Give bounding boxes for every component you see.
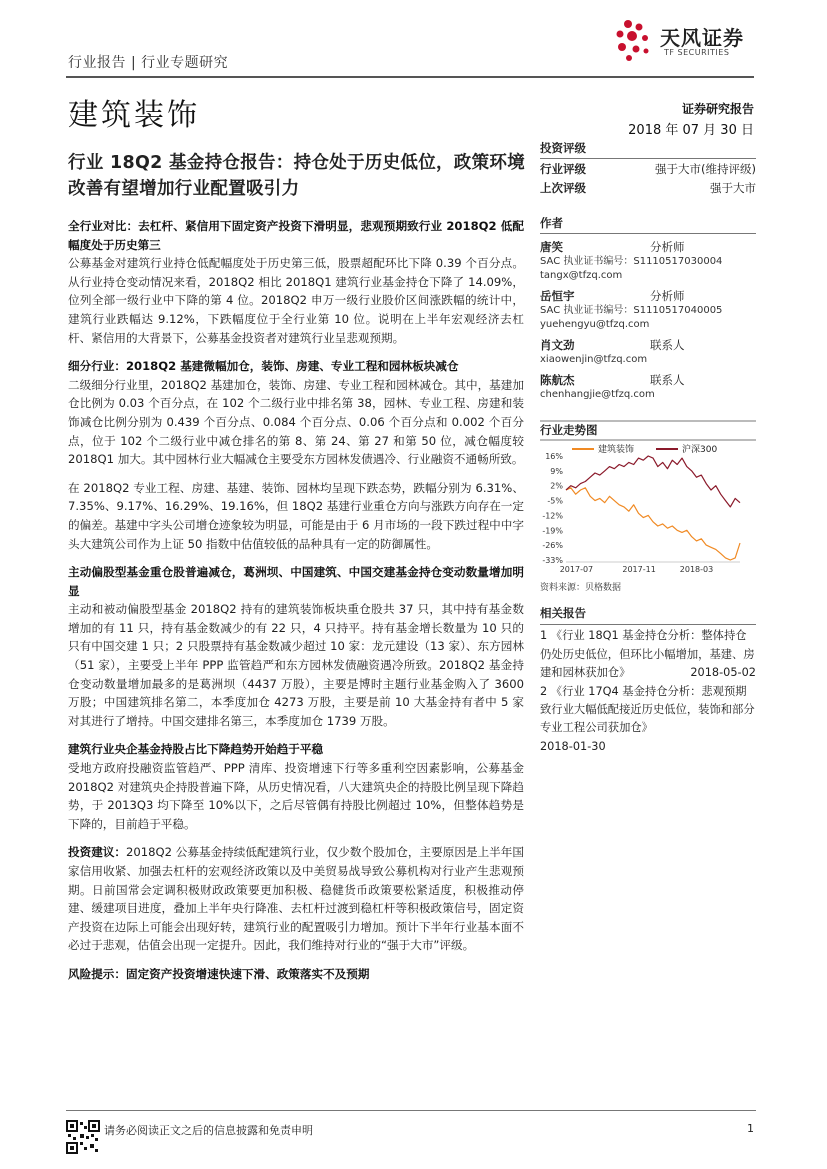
author-name — [540, 287, 756, 304]
rating-value: 强于大市(维持评级) — [655, 161, 756, 176]
related-item-date: 2018-01-30 — [540, 739, 606, 753]
author-role: 分析师 — [650, 288, 685, 303]
report-title: 行业 18Q2 基金持仓报告：持仓处于历史低位，政策环境改善有望增加行业配置吸引力 — [68, 153, 525, 199]
author-cert: SAC 执业证书编号：S1110517040005 — [540, 305, 723, 316]
risk-warning: 风险提示：固定资产投资增速快速下滑、政策落实不及预期 — [68, 966, 370, 981]
y-tick-label: -12% — [542, 511, 563, 521]
sidebar — [540, 140, 756, 402]
author-name-text: 肖文劲 — [540, 337, 575, 352]
section-heading: 投资建议： — [68, 845, 127, 860]
x-tick-label: 2018-03 — [679, 565, 714, 574]
y-tick-label: 9% — [550, 466, 563, 476]
section-soe-holdings — [68, 740, 524, 833]
author-role: 联系人 — [650, 337, 685, 352]
industry-title: 建筑装饰 — [68, 98, 200, 133]
section-subindustry-decline — [68, 479, 524, 553]
trend-chart — [540, 420, 756, 604]
related-item-date: 2018-05-02 — [690, 666, 756, 680]
author-email[interactable]: tangx@tfzq.com — [540, 270, 623, 281]
related-label: 相关报告 — [540, 604, 756, 625]
author-xiaowenjin — [540, 336, 756, 367]
rating-key: 行业评级 — [540, 161, 586, 176]
y-tick-label: -26% — [542, 541, 563, 551]
chart-title: 行业走势图 — [540, 423, 598, 437]
author-name — [540, 238, 756, 255]
header-divider — [66, 76, 754, 78]
disclaimer-note: 请务必阅读正文之后的信息披露和免责申明 — [104, 1124, 313, 1137]
section-heading: 主动偏股型基金重仓股普遍减仓，葛洲坝、中国建筑、中国交建基金持仓变动数量增加明显 — [68, 565, 524, 598]
chart-source: 资料来源：贝格数据 — [540, 583, 622, 593]
section-heading: 全行业对比：去杠杆、紧信用下固定资产投资下滑明显，悲观预期致行业 2018Q2 低配幅度处于历史第三 — [68, 219, 524, 252]
y-tick-label: -33% — [542, 556, 563, 565]
section-body-text: 2018Q2 公募基金持续低配建筑行业，仅少数个股加仓，主要原因是上半年国家信用收紧、加强去杠杆的宏观经济政策以及中美贸易战导致公募机构对行业产生悲观预期。日前国常会定调积极财政政策要更加积极、稳健货币政策要松紧适度，积极推动停建、缓建项目进度，叠加上半年央行降准、去杠杆过渡到稳杠杆等积极政策信号，固定资产投资在边际上可能会出现好转，建筑行业的配置吸引力增加。预计下半年行业基本面不必过于悲观，估值会出现一定提升。因此，我们维持对行业的“强于大市”评级。 — [68, 845, 524, 953]
author-yuehengyu — [540, 287, 756, 332]
section-body — [68, 843, 524, 955]
report-date: 2018 年 07 月 30 日 — [628, 123, 754, 138]
section-subindustry — [68, 357, 524, 469]
x-tick-label: 2017-11 — [622, 565, 656, 574]
legend-label-1: 沪深300 — [682, 445, 718, 455]
y-tick-label: 16% — [545, 452, 563, 461]
y-tick-label: -19% — [542, 526, 563, 536]
rating-key: 上次评级 — [540, 180, 586, 195]
author-email[interactable]: xiaowenjin@tfzq.com — [540, 354, 648, 365]
author-role: 分析师 — [650, 239, 685, 254]
chart-series — [566, 456, 740, 560]
rating-row-previous — [540, 178, 756, 197]
author-tangxiao — [540, 238, 756, 283]
author-name-text: 陈航杰 — [540, 372, 575, 387]
author-email[interactable]: yuehengyu@tfzq.com — [540, 319, 650, 330]
y-tick-label: 2% — [550, 481, 563, 491]
section-overall — [68, 217, 524, 347]
related-item-text: 1 《行业 18Q1 基金持仓分析：整体持仓仍处历史低位，但环比小幅增加，基建、房建和园林获加仓》 — [540, 629, 755, 680]
series-line-1 — [566, 456, 740, 507]
related-item[interactable] — [540, 627, 756, 682]
author-role: 联系人 — [650, 372, 685, 387]
section-body: 二级细分行业里，2018Q2 基建加仓，装饰、房建、专业工程和园林减仓。其中，基建加仓比例为 0.03 个百分点，在 102 个二级行业中排名第 38，园林、专业工程、房建和装饰减仓比例分别为 0.439 个百分点、0.084 个百分点、0.06 个百分点和 0.002 个百分点，位于 102 个二级行业中减仓排名的第 8、第 24、第 27 和第 50 位，减仓幅度较 2018Q1 加大。其中园林行业大幅减仓主要受东方园林发债遇冷、行业融资不通畅所致。 — [68, 377, 524, 467]
related-item-text: 2 《行业 17Q4 基金持仓分析：悲观预期致行业大幅低配接近历史低位，装饰和部分专业工程公司获加仓》 — [540, 684, 755, 735]
author-name — [540, 371, 756, 388]
section-heavy-holdings — [68, 563, 524, 730]
page-number: 1 — [747, 1122, 754, 1135]
related-item[interactable] — [540, 683, 756, 757]
rating-label: 投资评级 — [540, 140, 756, 159]
tf-securities-logo — [612, 18, 762, 66]
chart-axis — [542, 452, 740, 574]
legend-label-0: 建筑装饰 — [598, 445, 635, 455]
author-name-text: 唐笑 — [540, 239, 563, 254]
y-tick-label: -5% — [547, 496, 563, 506]
author-chenhangjie — [540, 371, 756, 402]
author-email[interactable]: chenhangjie@tfzq.com — [540, 389, 655, 400]
author-cert: SAC 执业证书编号：S1110517030004 — [540, 256, 723, 267]
section-investment-advice — [68, 843, 524, 955]
logo-mark-icon — [612, 18, 658, 64]
authors-label: 作者 — [540, 215, 756, 234]
section-body: 在 2018Q2 专业工程、房建、基建、装饰、园林均呈现下跌态势，跌幅分别为 6.31%、7.35%、9.17%、16.29%、19.16%，但 18Q2 基建行业重仓方向与涨跌方向存在一定的偏差。基建中字头公司增仓迹象较为明显，可能是由于 6 月市场的一段下跌过程中中字头大建筑公司作为上证 50 指数中估值较低的品种具有一定的防御属性。 — [68, 480, 524, 551]
logo-text-en: TF SECURITIES — [664, 48, 730, 57]
section-body: 公募基金对建筑行业持仓低配幅度处于历史第三低，股票超配环比下降 0.39 个百分点。从行业持仓变动情况来看，2018Q2 相比 2018Q1 建筑行业基金持仓下降了 14.09%，位列全部一级行业中下降的第 4 位。2018Q2 申万一级行业股价区间涨跌幅的统计中，建筑行业跌幅达 9.12%，下跌幅度位于全行业第 10 位。说明在上半年宏观经济去杠杆、紧信用的大背景下，公募基金投资者对建筑行业呈悲观预期。 — [68, 256, 524, 345]
author-name — [540, 336, 756, 353]
rating-value: 强于大市 — [710, 180, 756, 195]
trend-chart-svg — [540, 420, 756, 600]
section-body: 主动和被动偏股型基金 2018Q2 持有的建筑装饰板块重仓股共 37 只，其中持有基金数增加的有 11 只，持有基金数减少的有 22 只，4 只持平。持有基金增长数量为 10 只的只有中国交建 1 只；2 只股票持有基金数减少超过 10 家：龙元建设（13 家）、东方园林（51 家），主要受上半年 PPP 监管趋严和东方园林发债融资遇冷所致。2018Q2 基金持仓变动数量增加最多的是葛洲坝（4437 万股），主要是博时主题行业基金购入了 3600 万股；中国建筑排名第二，本季度加仓 4273 万股，主要是前 10 大基金持有者中 5 家对其进行了增持。中国交建排名第三，本季度加仓 1739 万股。 — [68, 602, 524, 728]
section-heading: 细分行业：2018Q2 基建微幅加仓，装饰、房建、专业工程和园林板块减仓 — [68, 359, 459, 374]
footer-divider — [66, 1110, 756, 1111]
logo-text-cn: 天风证券 — [660, 26, 744, 50]
author-name-text: 岳恒宇 — [540, 288, 575, 303]
related-reports — [540, 604, 756, 756]
report-body — [68, 217, 524, 984]
section-heading: 建筑行业央企基金持股占比下降趋势开始趋于平稳 — [68, 742, 324, 757]
series-line-0 — [566, 488, 740, 560]
x-tick-label: 2017-07 — [559, 565, 594, 574]
qr-code-icon — [66, 1120, 100, 1154]
chart-legend — [572, 443, 717, 455]
rating-row-current — [540, 159, 756, 178]
report-category: 行业报告 | 行业专题研究 — [68, 55, 229, 71]
section-body: 受地方政府投融资监管趋严、PPP 清库、投资增速下行等多重利空因素影响，公募基金 2018Q2 对建筑央企持股普遍下降，从历史情况看，八大建筑央企的持股比例呈现下降趋势，于 2013Q3 均下降至 10%以下，之后尽管偶有持股比例超过 10%，但整体趋势是下降的，目前趋于平稳。 — [68, 761, 524, 831]
report-type: 证券研究报告 — [681, 102, 754, 116]
